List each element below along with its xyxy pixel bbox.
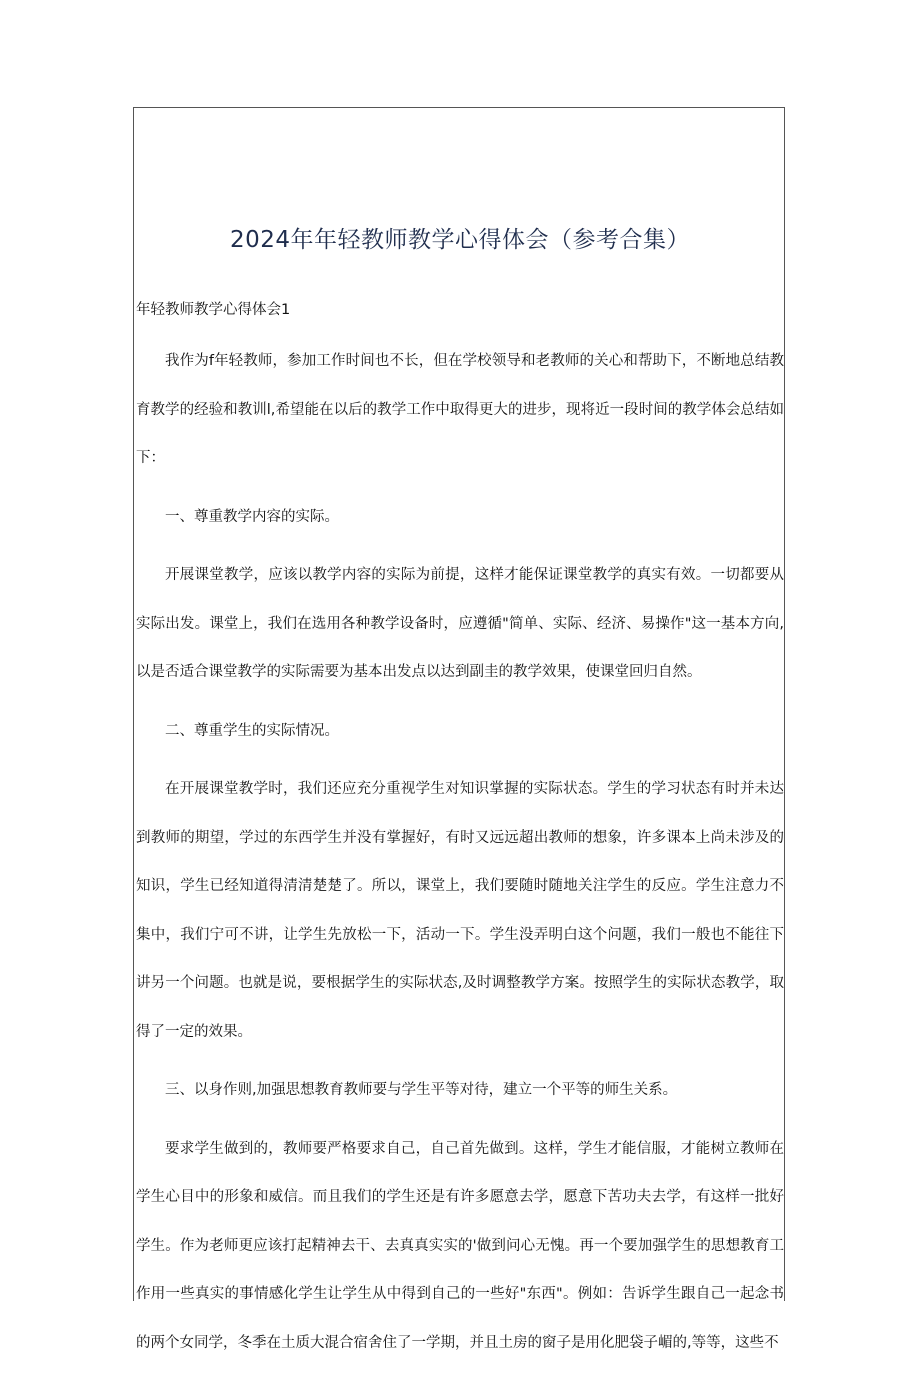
paragraph-point-2: 在开展课堂教学时，我们还应充分重视学生对知识掌握的实际状态。学生的学习状态有时并未达到教师的期望，学过的东西学生并没有掌握好，有时又远远超出教师的想象，许多课本上尚未涉及的知识，学生已经知道得清清楚楚了。所以，课堂上，我们要随时随地关注学生的反应。学生注意力不集中，我们宁可不讲，让学生先放松一下，活动一下。学生没弄明白这个问题，我们一般也不能往下讲另一个问题。也就是说，要根据学生的实际状态,及时调整教学方案。按照学生的实际状态教学，取得了一定的效果。 [136, 781, 784, 1040]
heading-point-1: 一、尊重教学内容的实际。 [165, 508, 339, 525]
heading-point-2: 二、尊重学生的实际情况。 [165, 722, 339, 739]
document-body [136, 337, 784, 1377]
heading-point-3: 三、以身作则,加强思想教育教师要与学生平等对待，建立一个平等的师生关系。 [165, 1082, 678, 1098]
paragraph-point-3: 要求学生做到的，教师要严格要求自己，自己首先做到。这样，学生才能信服，才能树立教师在学生心目中的形象和威信。而且我们的学生还是有许多愿意去学，愿意下苦功夫去学，有这样一批好学生。作为老师更应该打起精神去干、去真真实实的'做到问心无愧。再一个要加强学生的思想教育工作用一些真实的事情感化学生让学生从中得到自己的一些好"东西"。例如：告诉学生跟自己一起念书的两个女同学，冬季在土质大混合宿舍住了一学期，并且土房的窗子是用化肥袋子嵋的,等等，这些不 [136, 1140, 784, 1351]
document-page [133, 107, 785, 1351]
section-heading: 年轻教师教学心得体会1 [136, 302, 291, 318]
paragraph-intro: 我作为f年轻教师，参加工作时间也不长，但在学校领导和老教师的关心和帮助下，不断地总结教育教学的经验和教训l,希望能在以后的教学工作中取得更大的进步，现将近一段时间的教学体会总结如下： [136, 353, 784, 466]
paragraph-point-1: 开展课堂教学，应该以教学内容的实际为前提，这样才能保证课堂教学的真实有效。一切都要从实际出发。课堂上，我们在选用各种教学设备时，应遵循"简单、实际、经济、易操作"这一基本方向,以是否适合课堂教学的实际需要为基本出发点以达到副圭的教学效果，使课堂回归自然。 [136, 567, 784, 680]
document-title: 2024年年轻教师教学心得体会（参考合集） [229, 227, 691, 253]
